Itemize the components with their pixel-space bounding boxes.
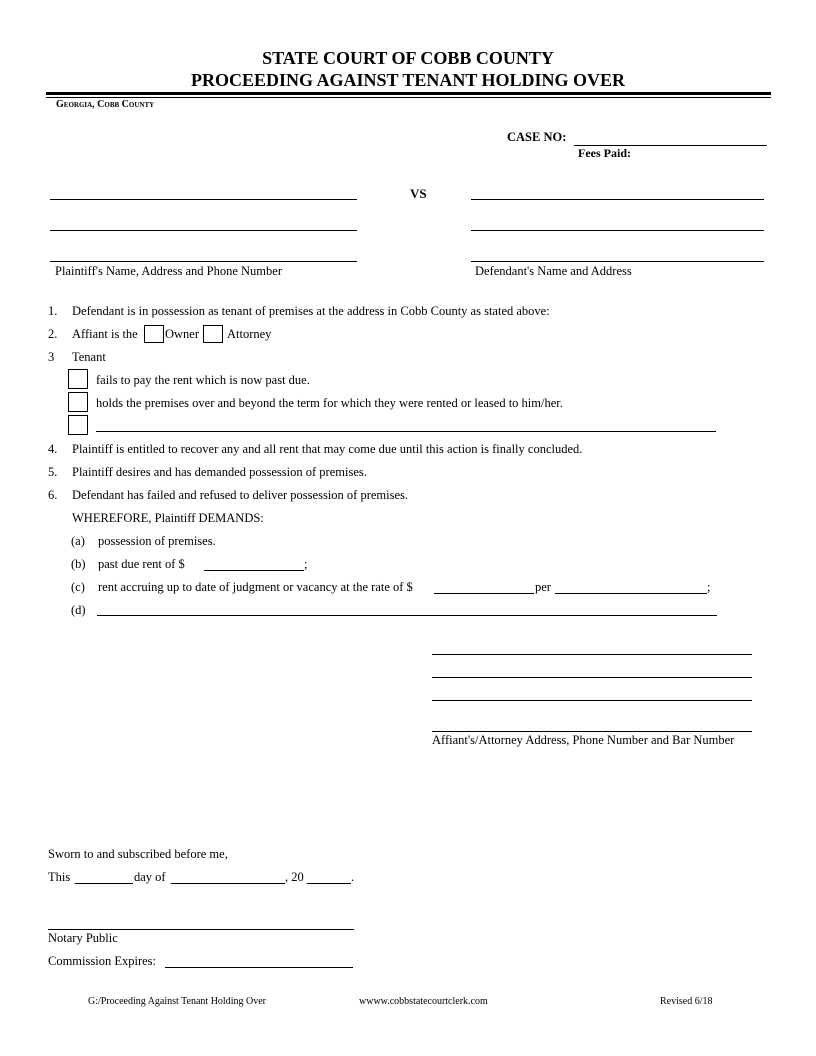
plaintiff-caption: Plaintiff's Name, Address and Phone Number — [55, 264, 282, 278]
past-due-rent-field[interactable] — [204, 570, 304, 571]
court-title: STATE COURT OF COBB COUNTY — [262, 48, 554, 68]
item-3-number: 3 — [48, 350, 55, 364]
fails-to-pay-text: fails to pay the rent which is now past due. — [96, 373, 310, 387]
day-of-label: day of — [134, 870, 166, 884]
item-5-number: 5. — [48, 465, 58, 479]
defendant-line-2[interactable] — [471, 230, 764, 231]
affiant-caption: Affiant's/Attorney Address, Phone Number and Bar Number — [432, 733, 735, 747]
jurisdiction-label: Georgia, Cobb County — [56, 99, 155, 110]
demand-b-text: past due rent of $ — [98, 557, 185, 571]
item-5-text: Plaintiff desires and has demanded possession of premises. — [72, 465, 367, 479]
demand-c-text: rent accruing up to date of judgment or vacancy at the rate of $ — [98, 580, 413, 594]
header-rule-thin — [46, 97, 771, 98]
holds-over-text: holds the premises over and beyond the term for which they were rented or leased to him/her. — [96, 396, 563, 410]
sworn-text: Sworn to and subscribed before me, — [48, 847, 228, 861]
demand-a-label: (a) — [71, 534, 85, 548]
demand-a-text: possession of premises. — [98, 534, 216, 548]
item-4-number: 4. — [48, 442, 58, 456]
demand-d-label: (d) — [71, 603, 86, 617]
header-rule-thick — [46, 92, 771, 95]
attorney-label: Attorney — [227, 327, 272, 341]
rent-period-field[interactable] — [555, 593, 707, 594]
footer-revised: Revised 6/18 — [660, 996, 713, 1007]
demand-d-field[interactable] — [97, 615, 717, 616]
plaintiff-line-2[interactable] — [50, 230, 357, 231]
item-4-text: Plaintiff is entitled to recover any and all rent that may come due until this action is finally concluded. — [72, 442, 583, 456]
affiant-line-3[interactable] — [432, 700, 752, 701]
other-reason-checkbox[interactable] — [68, 415, 88, 435]
holds-over-checkbox[interactable] — [68, 392, 88, 412]
notary-signature-line[interactable] — [48, 929, 354, 930]
item-6-number: 6. — [48, 488, 58, 502]
defendant-caption: Defendant's Name and Address — [475, 264, 632, 278]
item-6-text: Defendant has failed and refused to deliver possession of premises. — [72, 488, 409, 502]
affiant-line-2[interactable] — [432, 677, 752, 678]
plaintiff-line-3[interactable] — [50, 261, 357, 262]
year-period: . — [351, 870, 355, 884]
item-1-text: Defendant is in possession as tenant of premises at the address in Cobb County as stated above: — [72, 304, 550, 318]
vs-label: VS — [410, 186, 427, 201]
demand-c-end: ; — [707, 580, 711, 594]
demand-c-label: (c) — [71, 580, 85, 594]
footer-path: G:/Proceeding Against Tenant Holding Over — [88, 996, 266, 1007]
demand-b-label: (b) — [71, 557, 86, 571]
defendant-line-1[interactable] — [471, 199, 764, 200]
year-field[interactable] — [307, 883, 351, 884]
plaintiff-line-1[interactable] — [50, 199, 357, 200]
form-title: PROCEEDING AGAINST TENANT HOLDING OVER — [190, 70, 626, 90]
demand-b-end: ; — [304, 557, 308, 571]
item-2-text: Affiant is the — [72, 327, 138, 341]
item-1-number: 1. — [48, 304, 58, 318]
item-2-number: 2. — [48, 327, 58, 341]
footer-website[interactable]: wwww.cobbstatecourtclerk.com — [359, 996, 488, 1007]
fees-paid-label: Fees Paid: — [578, 146, 631, 160]
commission-label: Commission Expires: — [48, 954, 156, 968]
day-field[interactable] — [75, 883, 133, 884]
month-field[interactable] — [171, 883, 285, 884]
notary-public-label: Notary Public — [48, 931, 118, 945]
commission-expires-field[interactable] — [165, 967, 353, 968]
item-3-text: Tenant — [72, 350, 106, 364]
rent-rate-field[interactable] — [434, 593, 534, 594]
this-label: This — [48, 870, 71, 884]
owner-checkbox[interactable] — [144, 325, 164, 343]
year-prefix-label: , 20 — [285, 870, 304, 884]
defendant-line-3[interactable] — [471, 261, 764, 262]
fails-to-pay-checkbox[interactable] — [68, 369, 88, 389]
demand-c-per: per — [535, 580, 551, 594]
affiant-line-1[interactable] — [432, 654, 752, 655]
other-reason-field[interactable] — [96, 431, 716, 432]
affiant-line-4[interactable] — [432, 731, 752, 732]
attorney-checkbox[interactable] — [203, 325, 223, 343]
wherefore-text: WHEREFORE, Plaintiff DEMANDS: — [72, 511, 264, 525]
case-no-label: CASE NO: — [507, 130, 567, 144]
owner-label: Owner — [165, 327, 200, 341]
